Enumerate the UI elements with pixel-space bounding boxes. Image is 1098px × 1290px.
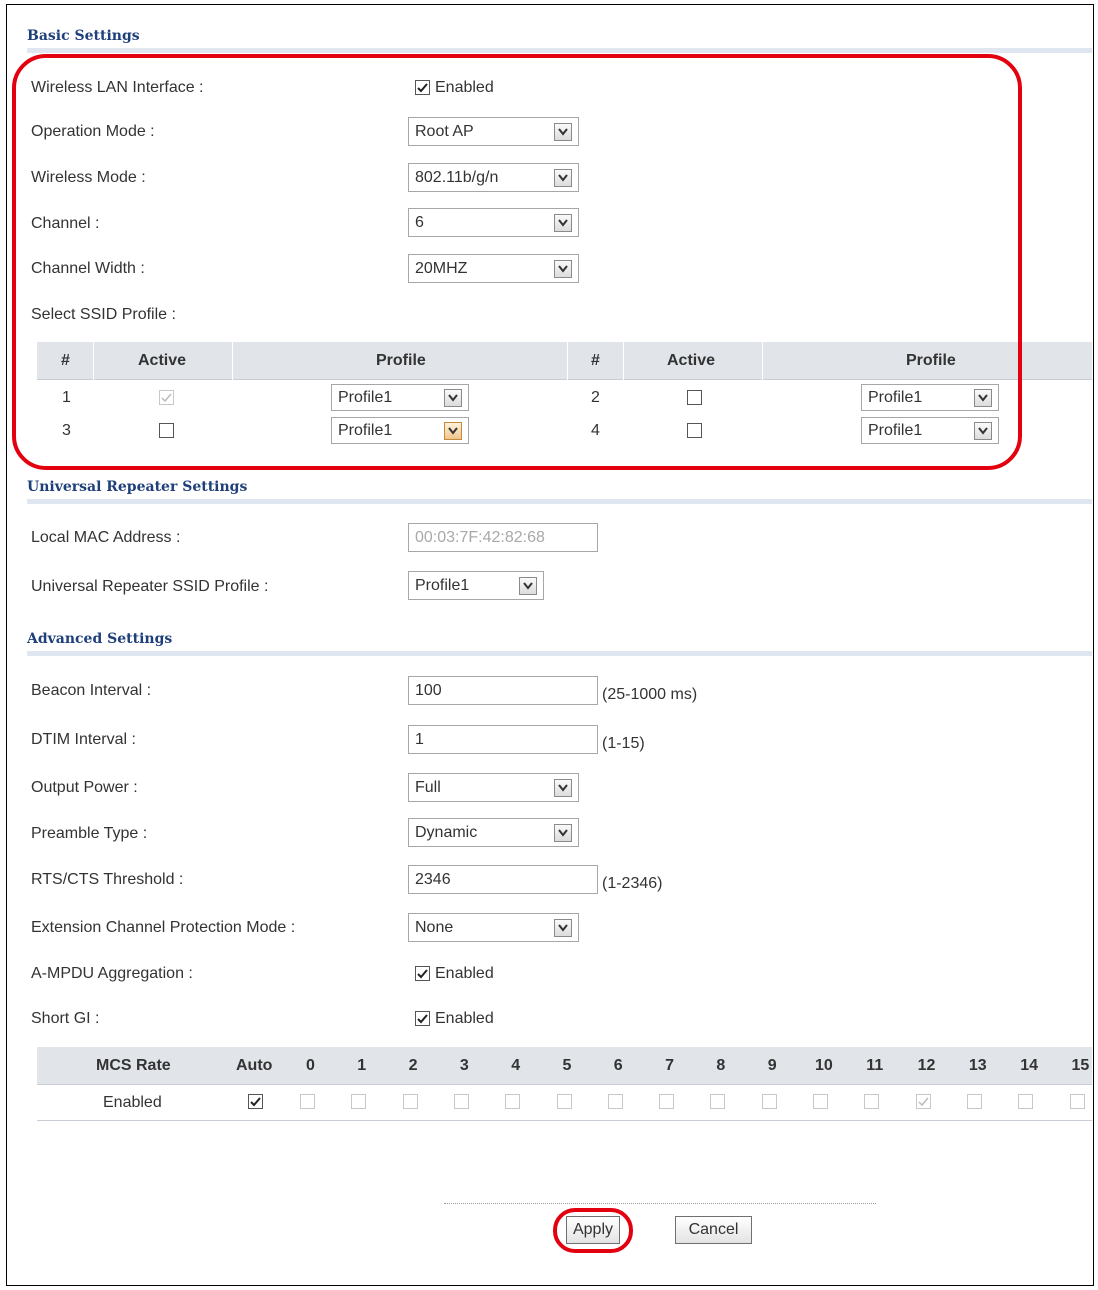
mcs-column-header: 14 xyxy=(1020,1057,1038,1074)
mcs-rate-checkbox xyxy=(403,1094,418,1109)
wireless-mode-label: Wireless Mode : xyxy=(31,169,146,186)
repeater-ssid-label: Universal Repeater SSID Profile : xyxy=(31,578,269,595)
ssid-col-active-2: Active xyxy=(667,352,716,369)
ssid-row-number: 3 xyxy=(62,422,71,439)
mcs-rate-checkbox xyxy=(916,1094,931,1109)
rts-cts-threshold-input[interactable] xyxy=(408,865,598,894)
mcs-rate-checkbox xyxy=(351,1094,366,1109)
mcs-column-header: 1 xyxy=(357,1057,367,1074)
mcs-rate-checkbox xyxy=(864,1094,879,1109)
mcs-auto-header: Auto xyxy=(236,1057,273,1074)
repeater-ssid-value: Profile1 xyxy=(415,577,470,594)
output-power-label: Output Power : xyxy=(31,779,138,796)
ssid-1-profile-value: Profile1 xyxy=(338,389,393,406)
local-mac-value: 00:03:7F:42:82:68 xyxy=(415,529,545,546)
mcs-column-header: 15 xyxy=(1071,1057,1090,1074)
mcs-column-header: 7 xyxy=(665,1057,674,1074)
checkmark-icon xyxy=(917,1095,930,1108)
ssid-col-active-1: Active xyxy=(138,352,187,369)
short-gi-enabled-checkbox[interactable] xyxy=(415,1011,430,1026)
basic-settings-title: Basic Settings xyxy=(27,28,140,44)
advanced-settings-title: Advanced Settings xyxy=(27,631,173,647)
operation-mode-value: Root AP xyxy=(415,123,474,140)
mcs-column-header: 11 xyxy=(866,1057,884,1074)
dtim-interval-hint: (1-15) xyxy=(602,735,645,752)
repeater-settings-title: Universal Repeater Settings xyxy=(27,479,248,495)
mcs-rate-checkbox xyxy=(967,1094,982,1109)
operation-mode-label: Operation Mode : xyxy=(31,123,155,140)
mcs-rate-checkbox xyxy=(762,1094,777,1109)
mcs-column-header: 4 xyxy=(511,1057,521,1074)
mcs-auto-checkbox[interactable] xyxy=(248,1094,263,1109)
repeater-ssid-select[interactable] xyxy=(408,571,544,600)
mcs-row-label: Enabled xyxy=(103,1094,162,1111)
beacon-interval-label: Beacon Interval : xyxy=(31,682,152,699)
mcs-column-header: 5 xyxy=(562,1057,572,1074)
ssid-2-profile-value: Profile1 xyxy=(868,389,923,406)
dtim-interval-label: DTIM Interval : xyxy=(31,731,136,748)
channel-label: Channel : xyxy=(31,215,100,232)
mcs-column-header: 6 xyxy=(613,1057,623,1074)
advanced-settings-divider xyxy=(27,651,1092,656)
output-power-value: Full xyxy=(415,779,441,796)
chevron-down-icon xyxy=(554,824,572,842)
mcs-rate-checkbox xyxy=(710,1094,725,1109)
ext-channel-protection-label: Extension Channel Protection Mode : xyxy=(31,919,296,936)
select-ssid-profile-label: Select SSID Profile : xyxy=(31,306,176,323)
mcs-column-header: 8 xyxy=(716,1057,726,1074)
mcs-column-header: 2 xyxy=(408,1057,418,1074)
ampdu-enabled-label: Enabled xyxy=(435,965,494,982)
preamble-type-select[interactable] xyxy=(408,818,579,847)
local-mac-label: Local MAC Address : xyxy=(31,529,181,546)
repeater-settings-divider xyxy=(27,499,1092,504)
mcs-rate-checkbox xyxy=(813,1094,828,1109)
rts-cts-threshold-label: RTS/CTS Threshold : xyxy=(31,871,184,888)
ssid-row-number: 1 xyxy=(62,389,71,406)
short-gi-label: Short GI : xyxy=(31,1010,100,1027)
ssid-3-profile-value: Profile1 xyxy=(338,422,393,439)
mcs-rate-checkbox xyxy=(1018,1094,1033,1109)
ssid-col-num-2: # xyxy=(591,352,600,369)
ssid-row-number: 4 xyxy=(591,422,600,439)
mcs-rate-checkbox xyxy=(1070,1094,1085,1109)
mcs-rate-checkbox xyxy=(557,1094,572,1109)
checkmark-icon xyxy=(249,1095,262,1108)
local-mac-field xyxy=(408,523,598,552)
beacon-interval-input[interactable] xyxy=(408,676,598,705)
checkmark-icon xyxy=(416,1012,429,1025)
ssid-col-profile-1: Profile xyxy=(376,352,426,369)
apply-button[interactable]: Apply xyxy=(566,1216,620,1244)
wireless-mode-value: 802.11b/g/n xyxy=(415,169,499,186)
cancel-button[interactable]: Cancel xyxy=(675,1216,752,1244)
ampdu-aggregation-label: A-MPDU Aggregation : xyxy=(31,965,193,982)
ssid-col-profile-2: Profile xyxy=(906,352,956,369)
ssid-4-profile-value: Profile1 xyxy=(868,422,923,439)
short-gi-enabled-label: Enabled xyxy=(435,1010,494,1027)
ssid-row-number: 2 xyxy=(591,389,600,406)
mcs-column-header: 13 xyxy=(968,1057,987,1074)
mcs-column-header: 10 xyxy=(815,1057,833,1074)
output-power-select[interactable] xyxy=(408,773,579,802)
beacon-interval-value: 100 xyxy=(415,682,442,699)
ext-channel-protection-select[interactable] xyxy=(408,913,579,942)
mcs-column-header: 12 xyxy=(917,1057,936,1074)
preamble-type-value: Dynamic xyxy=(415,824,478,841)
basic-settings-highlight xyxy=(12,54,1022,470)
chevron-down-icon xyxy=(554,919,572,937)
checkmark-icon xyxy=(416,967,429,980)
wlan-enabled-label: Enabled xyxy=(435,79,494,96)
mcs-rate-checkbox xyxy=(608,1094,623,1109)
ext-channel-protection-value: None xyxy=(415,919,454,936)
ssid-col-num-1: # xyxy=(61,352,70,369)
chevron-down-icon xyxy=(554,779,572,797)
mcs-column-header: 9 xyxy=(767,1057,777,1074)
mcs-rate-header: MCS Rate xyxy=(96,1057,171,1074)
channel-width-label: Channel Width : xyxy=(31,260,145,277)
preamble-type-label: Preamble Type : xyxy=(31,825,148,842)
ampdu-enabled-checkbox[interactable] xyxy=(415,966,430,981)
mcs-rate-checkbox xyxy=(454,1094,469,1109)
dtim-interval-input[interactable] xyxy=(408,725,598,754)
mcs-column-header: 0 xyxy=(306,1057,315,1074)
apply-button-highlight xyxy=(553,1208,633,1253)
basic-settings-divider xyxy=(27,48,1092,53)
rts-cts-threshold-value: 2346 xyxy=(415,871,451,888)
mcs-rate-checkbox xyxy=(659,1094,674,1109)
button-divider xyxy=(444,1203,876,1204)
dtim-interval-value: 1 xyxy=(415,731,424,748)
wlan-interface-label: Wireless LAN Interface : xyxy=(31,79,204,96)
channel-width-value: 20MHZ xyxy=(415,260,468,277)
rts-cts-threshold-hint: (1-2346) xyxy=(602,875,663,892)
beacon-interval-hint: (25-1000 ms) xyxy=(602,686,698,703)
mcs-rate-checkbox xyxy=(300,1094,315,1109)
mcs-column-header: 3 xyxy=(459,1057,469,1074)
channel-value: 6 xyxy=(415,214,424,231)
chevron-down-icon xyxy=(519,577,537,595)
mcs-rate-checkbox xyxy=(505,1094,520,1109)
